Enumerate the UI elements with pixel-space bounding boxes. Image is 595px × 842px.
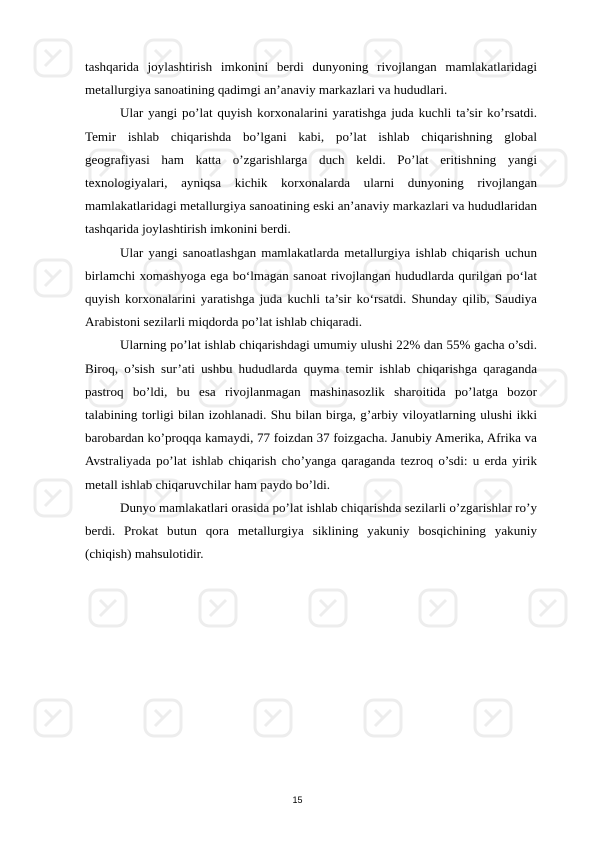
paragraph-3: Ular yangi sanoatlashgan mamlakatlarda metallurgiya ishlab chiqarish uchun birlamchi xomashyoga ega bo‘lmagan sanoat rivojlangan hududlarda qurilgan po‘lat quyish korxonalarini yaratishga juda kuchli ta’sir ko‘rsatdi. Shunday qilib, Saudiya Arabistoni sezilarli miqdorda po’lat ishlab chiqaradi.	[85, 244, 537, 330]
paragraph-2: Ular yangi po’lat quyish korxonalarini yaratishga juda kuchli ta’sir ko’rsatdi. Temir ishlab chiqarishda bo’lgani kabi, po’lat ishlab chiqarishning global geografiyasi ham katta o’zgarishlarga duch keldi. Po’lat eritishning yangi texnologiyalari, ayniqsa kichik korxonalarda ularni dunyoning rivojlangan mamlakatlaridagi metallurgiya sanoatining eski an’anaviy markazlari va hududlaridan tashqarida joylashtirish imkonini berdi.	[85, 105, 537, 237]
paragraph-4: Ularning po’lat ishlab chiqarishdagi umumiy ulushi 22% dan 55% gacha o’sdi. Biroq, o’sish sur’ati ushbu hududlarda quyma temir ishlab chiqarishga qaraganda pastroq bo’ldi, bu esa rivojlanmagan mashinasozlik sharoitida po’latga bozor talabining torligi bilan izohlanadi. Shu bilan birga, g’arbiy viloyatlarning ulushi ikki barobardan ko’proqqa kamaydi, 77 foizdan 37 foizgacha. Janubiy Amerika, Afrika va Avstraliyada po’lat ishlab chiqarish cho’yanga qaraganda tezroq o’sdi: u erda yirik metall ishlab chiqaruvchilar ham paydo bo’ldi.	[85, 337, 537, 492]
paragraph-1: tashqarida joylashtirish imkonini berdi dunyoning rivojlangan mamlakatlaridagi metallurgiya sanoatining qadimgi an’anaviy markazlari va hududlari.	[85, 59, 537, 98]
document-body	[85, 55, 537, 565]
paragraph-5: Dunyo mamlakatlari orasida po’lat ishlab chiqarishda sezilarli o’zgarishlar ro’y berdi. Prokat butun qora metallurgiya siklining yakuniy bosqichining yakuniy (chiqish) mahsulotidir.	[85, 499, 537, 562]
page-number: 15	[292, 795, 303, 805]
